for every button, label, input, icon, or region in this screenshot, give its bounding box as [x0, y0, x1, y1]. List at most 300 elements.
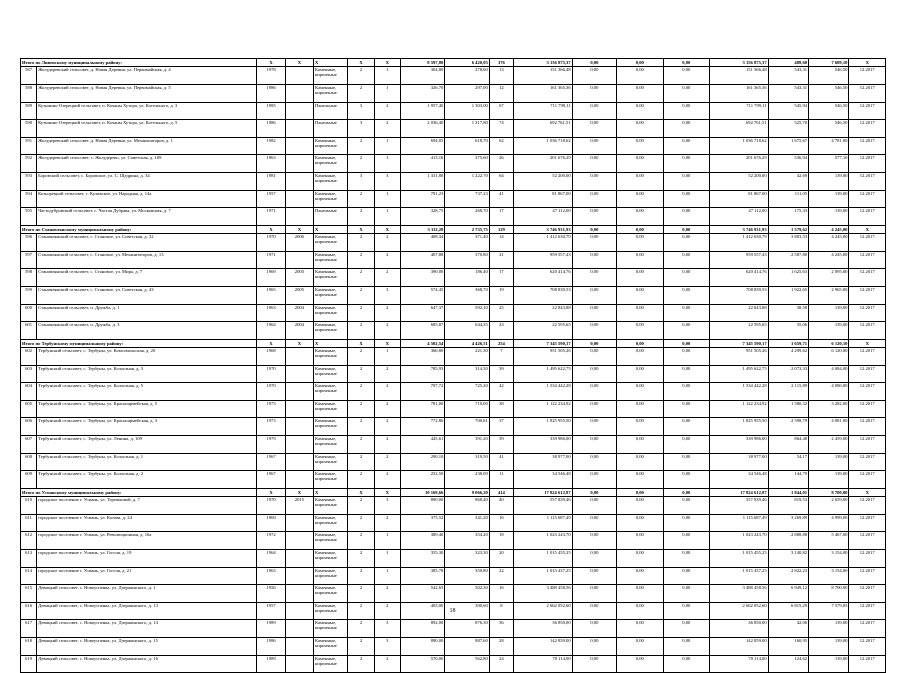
year-built-cell: 1967 — [257, 471, 285, 489]
floors-cell: 2 — [348, 155, 374, 173]
living-area-cell: 371,40 — [445, 234, 489, 252]
regional-funds-cell: 0,00 — [617, 637, 663, 655]
table-row — [21, 137, 886, 155]
living-area-cell: 6 420,03 — [445, 59, 489, 67]
address-cell: Жолудеревский сельсовет, д. Новая Деревня, ул. Первомайская, д. 4 — [37, 67, 257, 85]
max-unit-cost-cell: 4 084,00 — [809, 365, 849, 383]
year-built-cell: 1964 — [257, 550, 285, 568]
row-number-cell: 596 — [21, 234, 37, 252]
regional-funds-cell: 0,00 — [617, 234, 663, 252]
total-cost-cell: 3 746 931,93 — [514, 225, 573, 233]
row-number-cell: 589 — [21, 102, 37, 120]
federal-funds-cell: 0,00 — [572, 567, 616, 585]
local-funds-cell: 0,00 — [663, 400, 709, 418]
total-area-cell: 570,00 — [400, 655, 444, 673]
district-total-label: Итого по Ливенскому муниципальному району: — [21, 59, 257, 67]
max-unit-cost-cell: 139,00 — [809, 322, 849, 340]
year-built-cell: 1986 — [257, 637, 285, 655]
federal-funds-cell: 0,00 — [572, 471, 616, 489]
total-cost-cell: 620 414,76 — [514, 269, 573, 287]
total-area-cell: 326,70 — [400, 84, 444, 102]
year-built-cell: 1963 — [257, 155, 285, 173]
district-total-row — [21, 488, 886, 496]
max-unit-cost-cell: 139,00 — [809, 620, 849, 638]
max-unit-cost-cell: 2 965,00 — [809, 286, 849, 304]
max-unit-cost-cell: 4 245,00 — [809, 234, 849, 252]
total-area-cell: 797,72 — [400, 383, 444, 401]
deadline-cell: 12.2017 — [849, 251, 886, 269]
total-cost-cell: 7 345 590,17 — [514, 339, 573, 347]
max-unit-cost-cell: 546,50 — [809, 120, 849, 138]
residents-cell: 62 — [489, 137, 513, 155]
federal-funds-cell: 0,00 — [572, 172, 616, 190]
unit-cost-cell: 543,31 — [768, 84, 808, 102]
year-built-cell: 1989 — [257, 620, 285, 638]
entrances-cell: 1 — [374, 190, 400, 208]
row-number-cell: 594 — [21, 190, 37, 208]
entrances-cell: 3 — [374, 637, 400, 655]
owner-funds-cell: 81 867,00 — [710, 190, 769, 208]
total-cost-cell: 1 534 442,28 — [514, 383, 573, 401]
deadline-cell: 12.2017 — [849, 102, 886, 120]
table-row — [21, 383, 886, 401]
table-row — [21, 471, 886, 489]
unit-cost-cell: 2 888,88 — [768, 532, 808, 550]
residents-cell: 36 — [489, 620, 513, 638]
federal-funds-cell: 0,00 — [572, 514, 616, 532]
owner-funds-cell: 151 366,48 — [710, 67, 769, 85]
total-cost-cell: 692 761,51 — [514, 120, 573, 138]
entrances-cell: 3 — [374, 620, 400, 638]
residents-cell: 8 — [489, 602, 513, 620]
regional-funds-cell: 0,00 — [617, 172, 663, 190]
row-number-cell: 610 — [21, 497, 37, 515]
residents-cell: 12 — [489, 84, 513, 102]
floors-cell: 2 — [348, 567, 374, 585]
local-funds-cell: 0,00 — [663, 655, 709, 673]
table-row — [21, 172, 886, 190]
owner-funds-cell: 3 488 458,56 — [710, 585, 769, 603]
federal-funds-cell: 0,00 — [572, 234, 616, 252]
year-renovated-cell: X — [285, 488, 313, 496]
max-unit-cost-cell: 3 282,00 — [809, 400, 849, 418]
living-area-cell: 887,60 — [445, 637, 489, 655]
living-area-cell: 368,70 — [445, 286, 489, 304]
total-area-cell: 8 597,80 — [400, 59, 444, 67]
federal-funds-cell: 0,00 — [572, 84, 616, 102]
address-cell: городское поселение г. Усмань, ул. Гоголя, д. 21 — [37, 567, 257, 585]
wall-material-cell: Каменные, кирпичные — [314, 67, 348, 85]
row-number-cell: 615 — [21, 585, 37, 603]
regional-funds-cell: 0,00 — [617, 418, 663, 436]
federal-funds-cell: 0,00 — [572, 585, 616, 603]
owner-funds-cell: 3 746 931,93 — [710, 225, 769, 233]
residents-cell: 20 — [489, 550, 513, 568]
year-renovated-cell — [285, 567, 313, 585]
year-renovated-cell — [285, 137, 313, 155]
entrances-cell: 2 — [374, 514, 400, 532]
living-area-cell: 238,09 — [445, 471, 489, 489]
residents-cell: 254 — [489, 339, 513, 347]
total-cost-cell: 1 115 687,49 — [514, 514, 573, 532]
regional-funds-cell: 0,00 — [617, 84, 663, 102]
table-row — [21, 120, 886, 138]
wall-material-cell: Каменные, кирпичные — [314, 436, 348, 454]
deadline-cell: 12.2017 — [849, 602, 886, 620]
living-area-cell: 268,70 — [445, 208, 489, 226]
residents-cell: 64 — [489, 172, 513, 190]
row-number-cell: 611 — [21, 514, 37, 532]
total-cost-cell: 1 015 437,25 — [514, 567, 573, 585]
regional-funds-cell: 0,00 — [617, 59, 663, 67]
total-cost-cell: 2 662 052,60 — [514, 602, 573, 620]
deadline-cell: 12.2017 — [849, 190, 886, 208]
max-unit-cost-cell: 4 245,00 — [809, 225, 849, 233]
residents-cell: 11 — [489, 471, 513, 489]
deadline-cell: 12.2017 — [849, 453, 886, 471]
unit-cost-cell: 864,48 — [768, 436, 808, 454]
table-row — [21, 637, 886, 655]
address-cell: городское поселение г. Усмань, ул. Котова, д. 24 — [37, 514, 257, 532]
federal-funds-cell: 0,00 — [572, 383, 616, 401]
deadline-cell: 12.2017 — [849, 383, 886, 401]
max-unit-cost-cell: 139,00 — [809, 172, 849, 190]
floors-cell: 2 — [348, 400, 374, 418]
address-cell: Становлянский сельсовет, с. Становое, ул. Советская, д. 32 — [37, 234, 257, 252]
unit-cost-cell: 42,06 — [768, 620, 808, 638]
unit-cost-cell: 1 659,71 — [768, 339, 808, 347]
entrances-cell: 3 — [374, 497, 400, 515]
max-unit-cost-cell: 4 781,00 — [809, 137, 849, 155]
unit-cost-cell: 144,79 — [768, 471, 808, 489]
address-cell: городское поселение г. Усмань, ул. Терешковой, д. 7 — [37, 497, 257, 515]
address-cell: Становлянский сельсовет, с. Становое, ул. Мира, д. 7 — [37, 269, 257, 287]
unit-cost-cell: 3 140,82 — [768, 550, 808, 568]
residents-cell: 19 — [489, 286, 513, 304]
total-cost-cell: 17 824 612,87 — [514, 488, 573, 496]
table-row — [21, 102, 886, 120]
federal-funds-cell: 0,00 — [572, 304, 616, 322]
address-cell: Девицкий сельсовет, с. Новоуспенка, ул. Дзержинского, д. 14 — [37, 620, 257, 638]
residents-cell: 42 — [489, 383, 513, 401]
total-cost-cell: 34 546,48 — [514, 471, 573, 489]
living-area-cell: 1 317,80 — [445, 120, 489, 138]
living-area-cell: 390,60 — [445, 602, 489, 620]
entrances-cell: 2 — [374, 102, 400, 120]
year-renovated-cell — [285, 102, 313, 120]
year-built-cell: X — [257, 488, 285, 496]
deadline-cell: 12.2017 — [849, 620, 886, 638]
unit-cost-cell: 1 675,67 — [768, 137, 808, 155]
year-built-cell: 1970 — [257, 365, 285, 383]
max-unit-cost-cell: 4 086,00 — [809, 383, 849, 401]
table-row — [21, 620, 886, 638]
district-total-row — [21, 59, 886, 67]
living-area-cell: 725,20 — [445, 383, 489, 401]
max-unit-cost-cell: 577,10 — [809, 155, 849, 173]
living-area-cell: 370,80 — [445, 251, 489, 269]
residents-cell: 129 — [489, 225, 513, 233]
regional-funds-cell: 0,00 — [617, 383, 663, 401]
deadline-cell: 12.2017 — [849, 400, 886, 418]
federal-funds-cell: 0,00 — [572, 532, 616, 550]
total-cost-cell: 70 114,00 — [514, 655, 573, 673]
deadline-cell: 12.2017 — [849, 471, 886, 489]
table-row — [21, 348, 886, 366]
entrances-cell: X — [374, 488, 400, 496]
year-renovated-cell: 2004 — [285, 322, 313, 340]
wall-material-cell: Каменные, кирпичные — [314, 190, 348, 208]
row-number-cell: 601 — [21, 322, 37, 340]
living-area-cell: 350,80 — [445, 567, 489, 585]
unit-cost-cell: 2 598,79 — [768, 418, 808, 436]
regional-funds-cell: 0,00 — [617, 190, 663, 208]
wall-material-cell: Каменные, кирпичные — [314, 497, 348, 515]
federal-funds-cell: 0,00 — [572, 225, 616, 233]
wall-material-cell: Каменные, кирпичные — [314, 567, 348, 585]
local-funds-cell: 0,00 — [663, 339, 709, 347]
residents-cell: 28 — [489, 637, 513, 655]
year-renovated-cell — [285, 418, 313, 436]
local-funds-cell: 0,00 — [663, 637, 709, 655]
address-cell: Девицкий сельсовет, с. Новоуспенка, ул. Дзержинского, д. 13 — [37, 602, 257, 620]
local-funds-cell: 0,00 — [663, 567, 709, 585]
local-funds-cell: 0,00 — [663, 102, 709, 120]
federal-funds-cell: 0,00 — [572, 59, 616, 67]
total-cost-cell: 1 036 718,62 — [514, 137, 573, 155]
entrances-cell: 2 — [374, 120, 400, 138]
row-number-cell: 613 — [21, 550, 37, 568]
page-number: 18 — [449, 608, 456, 614]
total-cost-cell: 52 200,00 — [514, 172, 573, 190]
unit-cost-cell: 525,70 — [768, 120, 808, 138]
total-area-cell: 781,00 — [400, 400, 444, 418]
max-unit-cost-cell: 4 245,00 — [809, 251, 849, 269]
year-renovated-cell: 2005 — [285, 286, 313, 304]
max-unit-cost-cell: 3 154,00 — [809, 567, 849, 585]
residents-cell: 16 — [489, 585, 513, 603]
residents-cell: 7 — [489, 348, 513, 366]
deadline-cell: 12.2017 — [849, 234, 886, 252]
total-cost-cell: 3 156 875,37 — [514, 59, 573, 67]
local-funds-cell: 0,00 — [663, 172, 709, 190]
deadline-cell: 12.2017 — [849, 269, 886, 287]
total-area-cell: 892,00 — [400, 620, 444, 638]
table-row — [21, 322, 886, 340]
year-renovated-cell: X — [285, 339, 313, 347]
owner-funds-cell: 1 036 718,62 — [710, 137, 769, 155]
total-area-cell: 304,80 — [400, 67, 444, 85]
wall-material-cell: X — [314, 59, 348, 67]
federal-funds-cell: 0,00 — [572, 339, 616, 347]
deadline-cell: 12.2017 — [849, 418, 886, 436]
regional-funds-cell: 0,00 — [617, 155, 663, 173]
year-renovated-cell: 2015 — [285, 497, 313, 515]
address-cell: Становлянский сельсовет, с. Становое, ул. Советская, д. 43 — [37, 286, 257, 304]
residents-cell: 41 — [489, 453, 513, 471]
wall-material-cell: Каменные, кирпичные — [314, 532, 348, 550]
total-area-cell: 2 036,40 — [400, 120, 444, 138]
owner-funds-cell: 142 859,00 — [710, 637, 769, 655]
district-total-label: Итого по Усманскому муниципальному району: — [21, 488, 257, 496]
residents-cell: 23 — [489, 322, 513, 340]
table-row — [21, 497, 886, 515]
owner-funds-cell: 1 023 243,70 — [710, 532, 769, 550]
unit-cost-cell: 1 580,32 — [768, 400, 808, 418]
floors-cell: 2 — [348, 514, 374, 532]
local-funds-cell: 0,00 — [663, 304, 709, 322]
local-funds-cell: 0,00 — [663, 67, 709, 85]
regional-funds-cell: 0,00 — [617, 225, 663, 233]
residents-cell: 16 — [489, 514, 513, 532]
year-built-cell: 1978 — [257, 67, 285, 85]
total-area-cell: 1 331,80 — [400, 172, 444, 190]
wall-material-cell: Панельные — [314, 102, 348, 120]
owner-funds-cell: 692 761,51 — [710, 120, 769, 138]
local-funds-cell: 0,00 — [663, 155, 709, 173]
year-built-cell: 1986 — [257, 120, 285, 138]
deadline-cell: X — [849, 59, 886, 67]
table-row — [21, 269, 886, 287]
year-renovated-cell: X — [285, 59, 313, 67]
owner-funds-cell: 22 843,88 — [710, 304, 769, 322]
address-cell: Становлянский сельсовет, с. Становое, ул. Механизаторов, д. 13 — [37, 251, 257, 269]
total-cost-cell: 959 557,43 — [514, 251, 573, 269]
entrances-cell: 1 — [374, 208, 400, 226]
owner-funds-cell: 38 977,00 — [710, 453, 769, 471]
row-number-cell: 608 — [21, 453, 37, 471]
living-area-cell: 737,23 — [445, 190, 489, 208]
unit-cost-cell: 175,33 — [768, 208, 808, 226]
table-row — [21, 567, 886, 585]
living-area-cell: 323,30 — [445, 550, 489, 568]
total-cost-cell: 557 839,46 — [514, 497, 573, 515]
table-row — [21, 67, 886, 85]
deadline-cell: 12.2017 — [849, 637, 886, 655]
total-area-cell: 791,23 — [400, 190, 444, 208]
entrances-cell: X — [374, 339, 400, 347]
regional-funds-cell: 0,00 — [617, 497, 663, 515]
year-renovated-cell — [285, 348, 313, 366]
residents-cell: 67 — [489, 102, 513, 120]
total-area-cell: 375,52 — [400, 514, 444, 532]
total-cost-cell: 708 839,53 — [514, 286, 573, 304]
deadline-cell: 12.2017 — [849, 532, 886, 550]
floors-cell: 2 — [348, 418, 374, 436]
wall-material-cell: Каменные, кирпичные — [314, 550, 348, 568]
unit-cost-cell: 2 115,89 — [768, 383, 808, 401]
living-area-cell: 314,50 — [445, 365, 489, 383]
wall-material-cell: Каменные, кирпичные — [314, 383, 348, 401]
entrances-cell: 1 — [374, 532, 400, 550]
unit-cost-cell: 1 625,63 — [768, 269, 808, 287]
owner-funds-cell: 2 662 052,60 — [710, 602, 769, 620]
living-area-cell: 1 222,70 — [445, 172, 489, 190]
unit-cost-cell: 1 922,65 — [768, 286, 808, 304]
wall-material-cell: Каменные, кирпичные — [314, 418, 348, 436]
federal-funds-cell: 0,00 — [572, 286, 616, 304]
living-area-cell: 319,50 — [445, 453, 489, 471]
max-unit-cost-cell: 4 081,00 — [809, 418, 849, 436]
regional-funds-cell: 0,00 — [617, 471, 663, 489]
total-area-cell: 407,88 — [400, 251, 444, 269]
local-funds-cell: 0,00 — [663, 471, 709, 489]
row-number-cell: 618 — [21, 637, 37, 655]
max-unit-cost-cell: 546,50 — [809, 84, 849, 102]
local-funds-cell: 0,00 — [663, 383, 709, 401]
table-row — [21, 286, 886, 304]
address-cell: Жолудеревский сельсовет, с. Жолудерево, ул. Советская, д. 109 — [37, 155, 257, 173]
deadline-cell: 12.2017 — [849, 172, 886, 190]
entrances-cell: X — [374, 59, 400, 67]
living-area-cell: 1 303,00 — [445, 102, 489, 120]
deadline-cell: 12.2017 — [849, 155, 886, 173]
total-area-cell: 574,45 — [400, 286, 444, 304]
wall-material-cell: Каменные, кирпичные — [314, 620, 348, 638]
residents-cell: 414 — [489, 488, 513, 496]
local-funds-cell: 0,00 — [663, 585, 709, 603]
total-area-cell: 403,06 — [400, 602, 444, 620]
max-unit-cost-cell: 7 689,10 — [809, 59, 849, 67]
total-cost-cell: 3 488 458,56 — [514, 585, 573, 603]
total-area-cell: 890,00 — [400, 637, 444, 655]
regional-funds-cell: 0,00 — [617, 67, 663, 85]
floors-cell: 2 — [348, 497, 374, 515]
entrances-cell: 3 — [374, 172, 400, 190]
deadline-cell: 12.2017 — [849, 84, 886, 102]
residents-cell: 13 — [489, 67, 513, 85]
max-unit-cost-cell: 546,50 — [809, 102, 849, 120]
year-renovated-cell: 2003 — [285, 269, 313, 287]
year-built-cell: 1971 — [257, 251, 285, 269]
wall-material-cell: Каменные, кирпичные — [314, 137, 348, 155]
unit-cost-cell: 1 844,01 — [768, 488, 808, 496]
year-built-cell: 1968 — [257, 348, 285, 366]
floors-cell: 2 — [348, 190, 374, 208]
year-renovated-cell — [285, 383, 313, 401]
max-unit-cost-cell: 139,00 — [809, 453, 849, 471]
local-funds-cell: 0,00 — [663, 269, 709, 287]
deadline-cell: 12.2017 — [849, 365, 886, 383]
total-area-cell: 694,05 — [400, 137, 444, 155]
entrances-cell: 2 — [374, 453, 400, 471]
district-total-row — [21, 225, 886, 233]
entrances-cell: X — [374, 225, 400, 233]
local-funds-cell: 0,00 — [663, 286, 709, 304]
federal-funds-cell: 0,00 — [572, 137, 616, 155]
address-cell: Тербунский сельсовет, с. Тербуны, ул. Колхозная, д. 1 — [37, 453, 257, 471]
entrances-cell: 2 — [374, 436, 400, 454]
year-built-cell: 1956 — [257, 585, 285, 603]
unit-cost-cell: 536,94 — [768, 155, 808, 173]
district-total-label: Итого по Тербунскому муниципальному району: — [21, 339, 257, 347]
federal-funds-cell: 0,00 — [572, 365, 616, 383]
year-built-cell: 1973 — [257, 418, 285, 436]
residents-cell: 376 — [489, 59, 513, 67]
federal-funds-cell: 0,00 — [572, 453, 616, 471]
federal-funds-cell: 0,00 — [572, 348, 616, 366]
entrances-cell: 1 — [374, 155, 400, 173]
federal-funds-cell: 0,00 — [572, 190, 616, 208]
federal-funds-cell: 0,00 — [572, 208, 616, 226]
total-cost-cell: 47 112,00 — [514, 208, 573, 226]
federal-funds-cell: 0,00 — [572, 400, 616, 418]
wall-material-cell: Каменные, кирпичные — [314, 322, 348, 340]
owner-funds-cell: 1 015 455,25 — [710, 550, 769, 568]
year-built-cell: 1964 — [257, 322, 285, 340]
owner-funds-cell: 1 015 437,25 — [710, 567, 769, 585]
year-built-cell: 1969 — [257, 514, 285, 532]
